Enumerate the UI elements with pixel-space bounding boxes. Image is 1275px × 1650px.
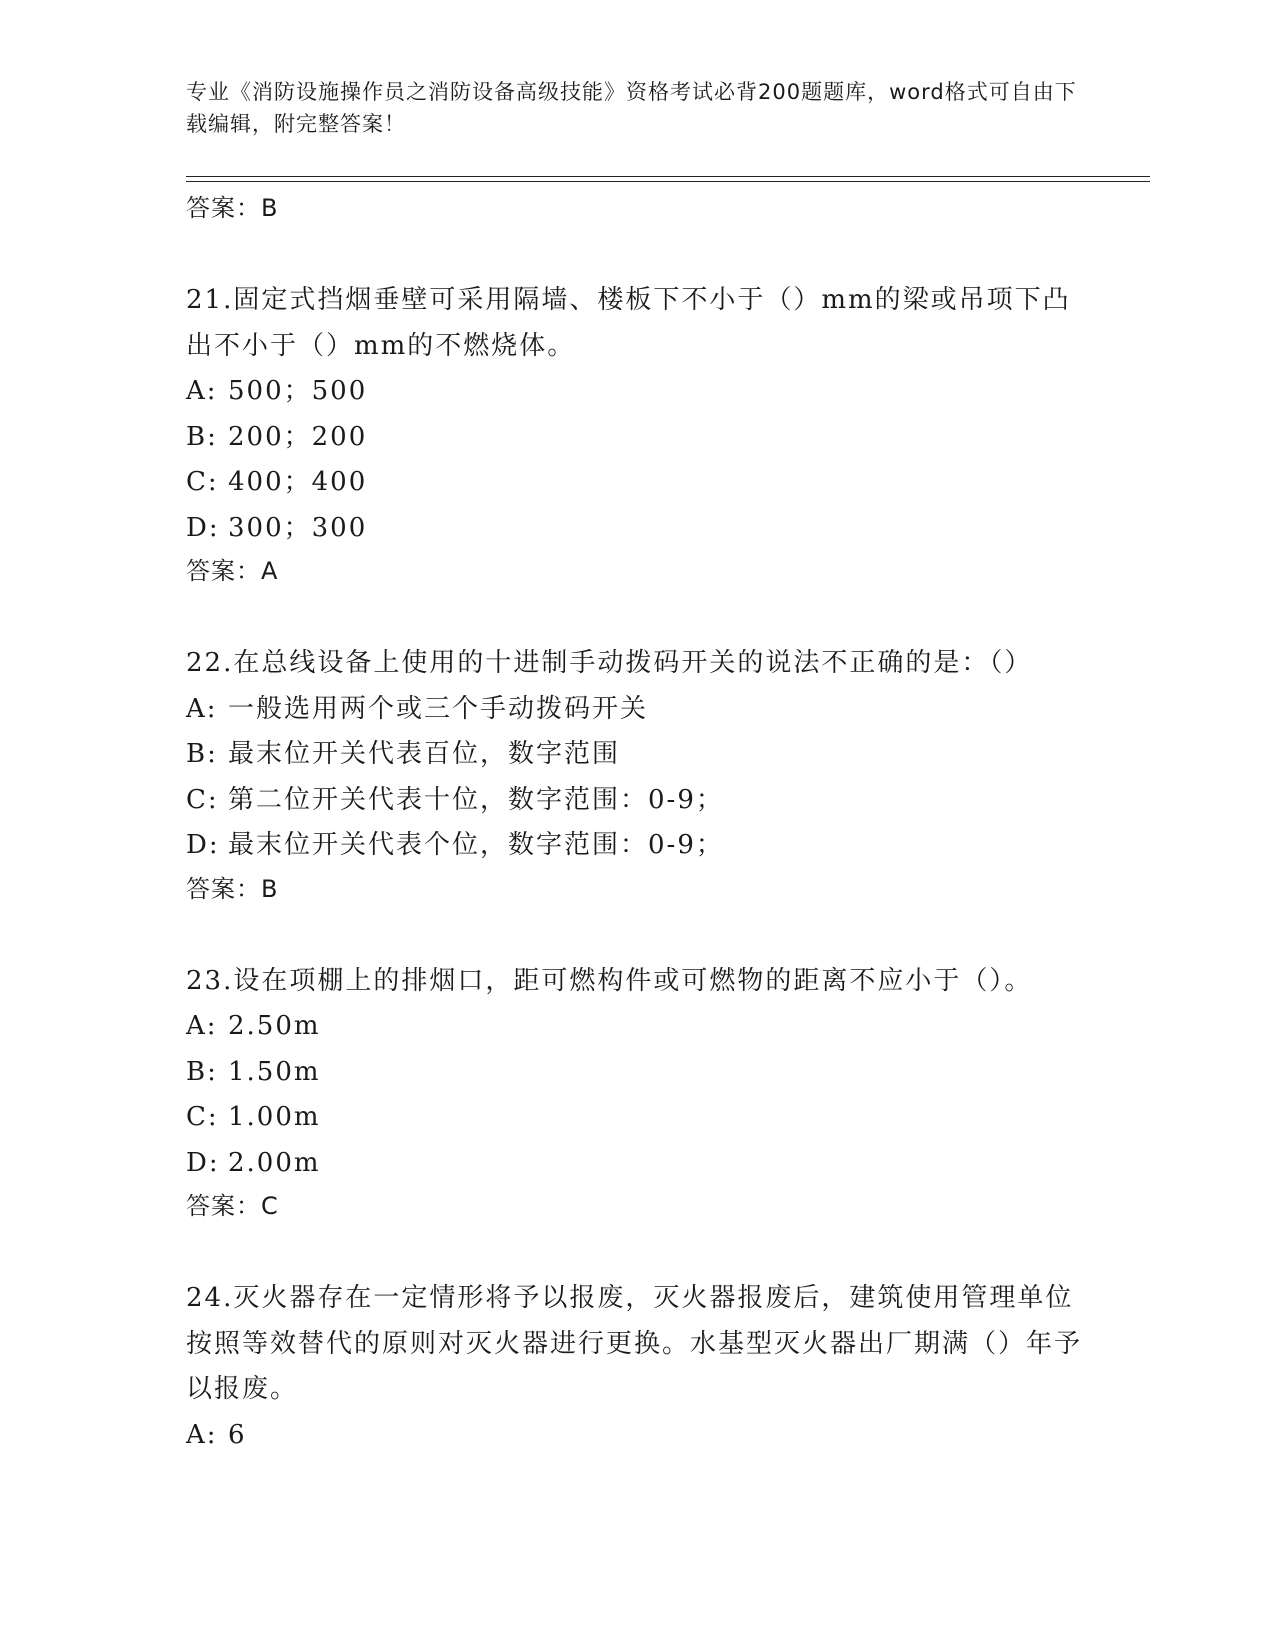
option-key: B: — [186, 421, 218, 452]
question-list — [186, 188, 1086, 1458]
option-b — [186, 732, 1086, 778]
option-value: 6 — [228, 1419, 247, 1450]
question-text: 22.在总线设备上使用的十进制手动拨码开关的说法不正确的是：（） — [186, 648, 1033, 678]
option-value: 2.00m — [228, 1147, 321, 1178]
option-value: 500；500 — [228, 376, 368, 406]
option-key: D: — [186, 830, 220, 860]
option-key: B: — [186, 739, 218, 769]
option-value: 200；200 — [228, 421, 368, 452]
header-divider — [186, 176, 1150, 177]
option-value: 最末位开关代表个位，数字范围：0-9； — [228, 830, 724, 860]
option-key: C: — [186, 1102, 219, 1132]
question-23 — [186, 959, 1086, 1227]
option-d — [186, 1141, 1086, 1187]
option-value: 400；400 — [228, 467, 368, 497]
option-key: D: — [186, 1147, 220, 1178]
option-value: 第二位开关代表十位，数字范围：0-9； — [228, 784, 724, 815]
question-answer: 答案：C — [186, 1192, 279, 1220]
option-value: 最末位开关代表百位，数字范围 — [228, 739, 621, 769]
option-d — [186, 506, 1086, 552]
question-24 — [186, 1276, 1086, 1458]
question-text: 21.固定式挡烟垂壁可采用隔墙、楼板下不小于（）mm的梁或吊项下凸出不小于（）mm的不燃烧体。 — [186, 285, 1071, 361]
question-text: 24.灭火器存在一定情形将予以报废，灭火器报废后，建筑使用管理单位按照等效替代的原则对灭火器进行更换。水基型灭火器出厂期满（）年予以报废。 — [186, 1283, 1083, 1404]
option-key: C: — [186, 467, 219, 497]
question-text: 23.设在项棚上的排烟口，距可燃构件或可燃物的距离不应小于（）。 — [186, 965, 1033, 996]
option-c — [186, 460, 1086, 506]
option-b — [186, 1050, 1086, 1096]
question-21 — [186, 278, 1086, 591]
option-value: 300；300 — [228, 512, 368, 543]
question-answer: 答案：A — [186, 557, 279, 585]
option-value: 1.50m — [228, 1056, 321, 1087]
option-a — [186, 369, 1086, 415]
option-value: 2.50m — [228, 1011, 321, 1041]
option-key: A: — [186, 1011, 218, 1041]
option-key: A: — [186, 376, 218, 406]
option-a — [186, 687, 1086, 733]
page-header: 专业《消防设施操作员之消防设备高级技能》资格考试必背200题题库，word格式可自由下载编辑，附完整答案！ — [186, 80, 1077, 136]
option-b — [186, 415, 1086, 461]
option-value: 一般选用两个或三个手动拨码开关 — [228, 693, 649, 724]
option-a — [186, 1004, 1086, 1050]
option-a — [186, 1413, 1086, 1459]
question-answer: 答案：B — [186, 874, 279, 903]
option-key: C: — [186, 784, 219, 815]
option-c — [186, 778, 1086, 824]
question-22 — [186, 641, 1086, 909]
option-key: D: — [186, 512, 220, 543]
option-c — [186, 1095, 1086, 1141]
option-key: A: — [186, 693, 218, 724]
header-divider-double — [186, 181, 1150, 182]
option-value: 1.00m — [228, 1102, 321, 1132]
previous-question-answer: 答案：B — [186, 194, 279, 222]
option-d — [186, 823, 1086, 869]
option-key: B: — [186, 1056, 218, 1087]
option-key: A: — [186, 1419, 218, 1450]
